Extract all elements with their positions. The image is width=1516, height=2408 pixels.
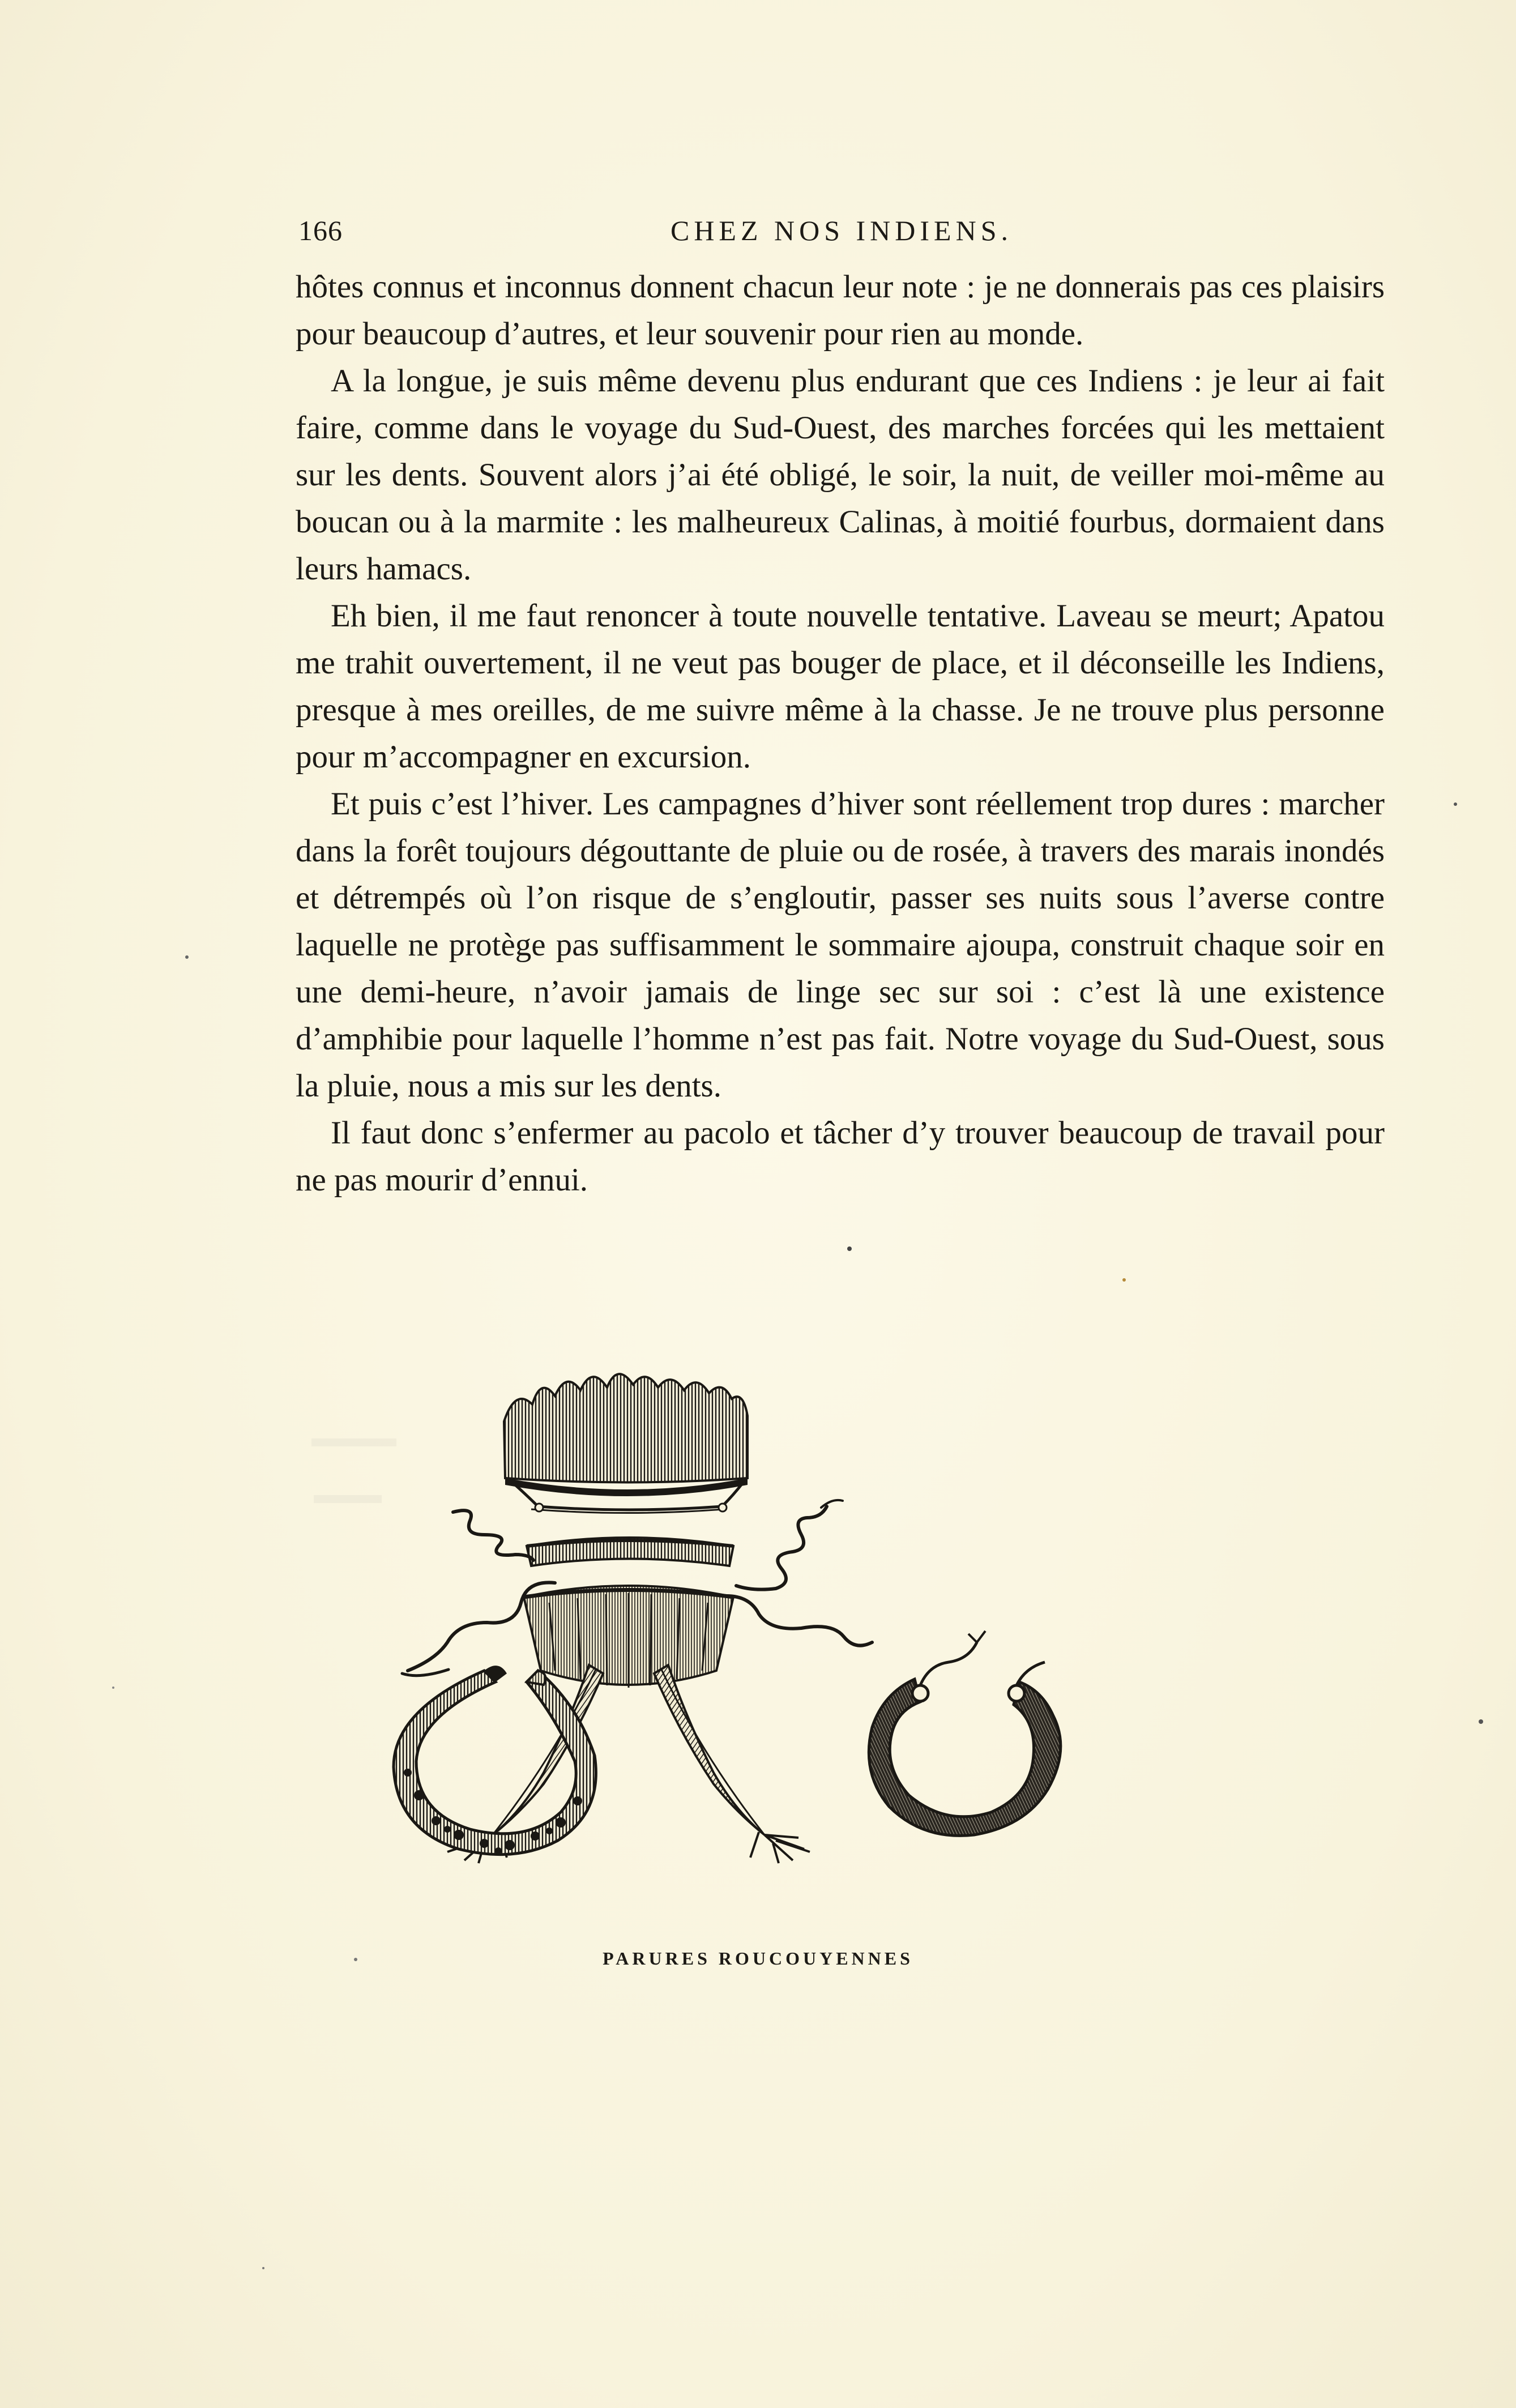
feather-crown — [504, 1374, 748, 1513]
fur-bracelet — [869, 1631, 1061, 1835]
paragraph-5: Il faut donc s’enfermer au pacolo et tâcher d’y trouver beaucoup de travail pour ne pas mourir d’ennui. — [296, 1115, 1385, 1198]
spotted-bracelet — [394, 1666, 596, 1855]
running-title: CHEZ NOS INDIENS. — [670, 215, 1013, 246]
paragraph-3: Eh bien, il me faut renoncer à toute nouvelle tentative. Laveau se meurt; Apatou me trahit ouvertement, il ne veut pas bouger de place, et il déconseille les Indiens, presque à mes oreilles, de me suivre même à la chasse. Je ne trouve plus personne pour m’accompagner en excursion. — [296, 598, 1385, 775]
woven-band — [527, 1538, 733, 1566]
page-number: 166 — [298, 215, 343, 246]
ornaments-illustration — [385, 1365, 1121, 1942]
page-header — [298, 214, 1385, 254]
body-text — [296, 263, 1385, 1203]
paragraph-1: hôtes connus et inconnus donnent chacun leur note : je ne donnerais pas ces plaisirs pour beaucoup d’autres, et leur souvenir pour rien au monde. — [296, 269, 1385, 352]
paragraph-4: Et puis c’est l’hiver. Les campagnes d’hiver sont réellement trop dures : marcher dans la forêt toujours dégouttante de pluie ou de rosée, à travers des marais inondés et détrempés où l’on risque de s’engloutir, passer ses nuits sous l’averse contre laquelle ne protège pas suffisamment le sommaire ajoupa, construit chaque soir en une demi-heure, n’avoir jamais de linge sec sur soi : c’est là une existence d’amphibie pour laquelle l’homme n’est pas fait. Notre voyage du Sud-Ouest, sous la pluie, nous a mis sur les dents. — [296, 786, 1385, 1104]
feathered-collar — [524, 1586, 733, 1688]
paragraph-2: A la longue, je suis même devenu plus endurant que ces Indiens : je leur ai fait faire, comme dans le voyage du Sud-Ouest, des marches forcées qui les mettaient sur les dents. Souvent alors j’ai été obligé, le soir, la nuit, de veiller moi-même au boucan ou à la marmite : les malheureux Calinas, à moitié fourbus, dormaient dans leurs hamacs. — [296, 363, 1385, 587]
figure-caption: PARURES ROUCOUYENNES — [603, 1948, 913, 1969]
